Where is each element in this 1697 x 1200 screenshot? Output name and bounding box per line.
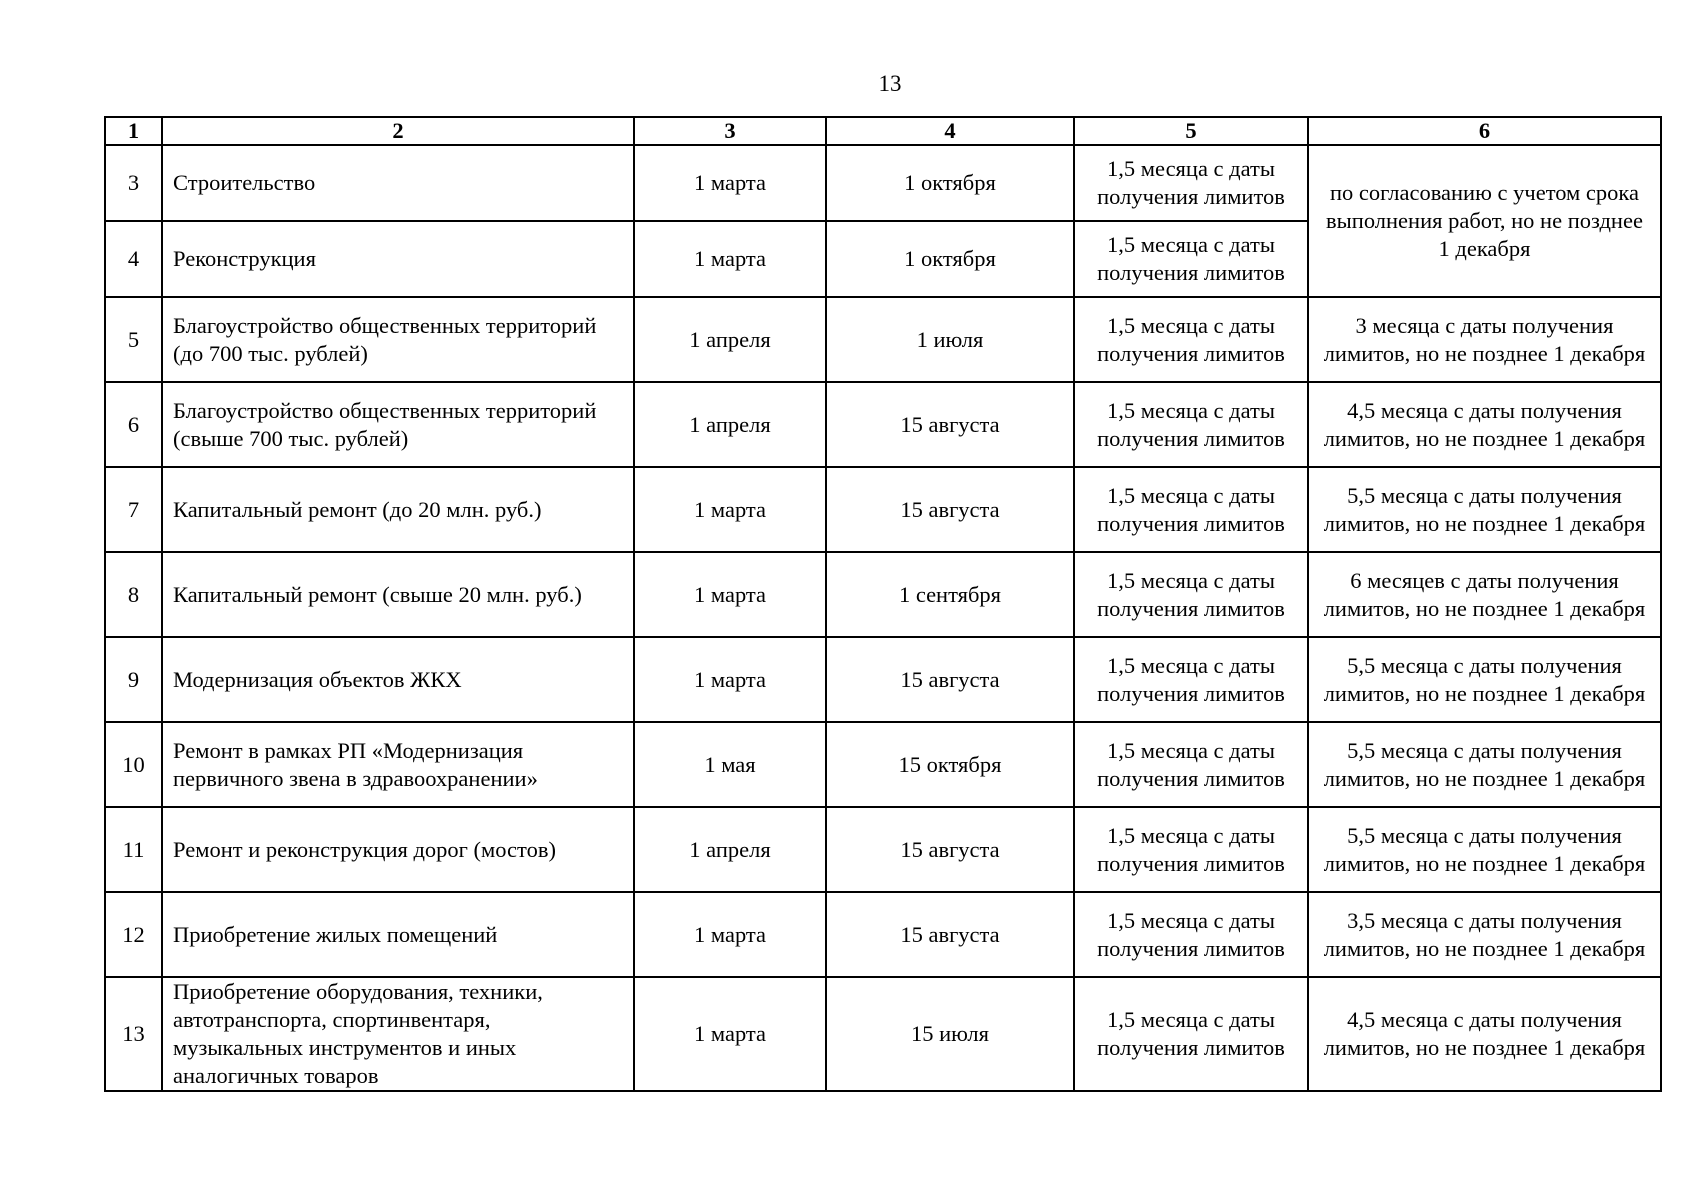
table-row bbox=[105, 892, 1661, 977]
row-number: 7 bbox=[105, 467, 162, 552]
end-date: 15 августа bbox=[826, 637, 1074, 722]
table-row bbox=[105, 467, 1661, 552]
column-header-4: 4 bbox=[826, 117, 1074, 145]
end-date: 15 августа bbox=[826, 892, 1074, 977]
end-date: 15 августа bbox=[826, 467, 1074, 552]
column-6-term: 3,5 месяца с даты получения лимитов, но не позднее 1 декабря bbox=[1308, 892, 1661, 977]
end-date: 15 августа bbox=[826, 382, 1074, 467]
table-row bbox=[105, 297, 1661, 382]
work-type: Ремонт в рамках РП «Модернизация первичного звена в здравоохранении» bbox=[162, 722, 634, 807]
column-5-term: 1,5 месяца с даты получения лимитов bbox=[1074, 145, 1308, 221]
column-header-3: 3 bbox=[634, 117, 826, 145]
table-row bbox=[105, 722, 1661, 807]
end-date: 15 августа bbox=[826, 807, 1074, 892]
start-date: 1 марта bbox=[634, 145, 826, 221]
column-6-term: 4,5 месяца с даты получения лимитов, но не позднее 1 декабря bbox=[1308, 382, 1661, 467]
start-date: 1 марта bbox=[634, 221, 826, 297]
column-5-term: 1,5 месяца с даты получения лимитов bbox=[1074, 297, 1308, 382]
schedule-table bbox=[104, 116, 1662, 1092]
table-row bbox=[105, 637, 1661, 722]
row-number: 6 bbox=[105, 382, 162, 467]
end-date: 15 июля bbox=[826, 977, 1074, 1091]
work-type: Благоустройство общественных территорий (свыше 700 тыс. рублей) bbox=[162, 382, 634, 467]
column-6-term: 5,5 месяца с даты получения лимитов, но не позднее 1 декабря bbox=[1308, 807, 1661, 892]
start-date: 1 апреля bbox=[634, 297, 826, 382]
table-row bbox=[105, 977, 1661, 1091]
work-type: Благоустройство общественных территорий (до 700 тыс. рублей) bbox=[162, 297, 634, 382]
column-header-5: 5 bbox=[1074, 117, 1308, 145]
column-6-term: 5,5 месяца с даты получения лимитов, но не позднее 1 декабря bbox=[1308, 467, 1661, 552]
work-type: Модернизация объектов ЖКХ bbox=[162, 637, 634, 722]
work-type: Реконструкция bbox=[162, 221, 634, 297]
start-date: 1 мая bbox=[634, 722, 826, 807]
end-date: 15 октября bbox=[826, 722, 1074, 807]
end-date: 1 октября bbox=[826, 221, 1074, 297]
start-date: 1 марта bbox=[634, 977, 826, 1091]
column-header-2: 2 bbox=[162, 117, 634, 145]
page-number: 13 bbox=[878, 71, 902, 96]
start-date: 1 марта bbox=[634, 467, 826, 552]
column-5-term: 1,5 месяца с даты получения лимитов bbox=[1074, 467, 1308, 552]
row-number: 8 bbox=[105, 552, 162, 637]
column-6-term: 5,5 месяца с даты получения лимитов, но не позднее 1 декабря bbox=[1308, 722, 1661, 807]
end-date: 1 сентября bbox=[826, 552, 1074, 637]
row-number: 13 bbox=[105, 977, 162, 1091]
column-5-term: 1,5 месяца с даты получения лимитов bbox=[1074, 221, 1308, 297]
row-number: 9 bbox=[105, 637, 162, 722]
end-date: 1 октября bbox=[826, 145, 1074, 221]
table-row bbox=[105, 382, 1661, 467]
column-5-term: 1,5 месяца с даты получения лимитов bbox=[1074, 807, 1308, 892]
column-6-term: 3 месяца с даты получения лимитов, но не позднее 1 декабря bbox=[1308, 297, 1661, 382]
row-number: 4 bbox=[105, 221, 162, 297]
work-type: Приобретение оборудования, техники, автотранспорта, спортинвентаря, музыкальных инструментов и иных аналогичных товаров bbox=[162, 977, 634, 1091]
row-number: 5 bbox=[105, 297, 162, 382]
column-6-term: 4,5 месяца с даты получения лимитов, но не позднее 1 декабря bbox=[1308, 977, 1661, 1091]
column-5-term: 1,5 месяца с даты получения лимитов bbox=[1074, 552, 1308, 637]
row-number: 3 bbox=[105, 145, 162, 221]
column-5-term: 1,5 месяца с даты получения лимитов bbox=[1074, 637, 1308, 722]
work-type: Строительство bbox=[162, 145, 634, 221]
work-type: Ремонт и реконструкция дорог (мостов) bbox=[162, 807, 634, 892]
table-row bbox=[105, 552, 1661, 637]
row-number: 10 bbox=[105, 722, 162, 807]
work-type: Капитальный ремонт (до 20 млн. руб.) bbox=[162, 467, 634, 552]
column-5-term: 1,5 месяца с даты получения лимитов bbox=[1074, 892, 1308, 977]
column-6-term: 5,5 месяца с даты получения лимитов, но не позднее 1 декабря bbox=[1308, 637, 1661, 722]
column-6-term: 6 месяцев с даты получения лимитов, но не позднее 1 декабря bbox=[1308, 552, 1661, 637]
row-number: 11 bbox=[105, 807, 162, 892]
start-date: 1 марта bbox=[634, 637, 826, 722]
row-number: 12 bbox=[105, 892, 162, 977]
start-date: 1 марта bbox=[634, 552, 826, 637]
column-6-term: по согласованию с учетом срока выполнения работ, но не позднее 1 декабря bbox=[1308, 145, 1661, 297]
column-5-term: 1,5 месяца с даты получения лимитов bbox=[1074, 382, 1308, 467]
work-type: Капитальный ремонт (свыше 20 млн. руб.) bbox=[162, 552, 634, 637]
table-row bbox=[105, 145, 1661, 221]
start-date: 1 марта bbox=[634, 892, 826, 977]
start-date: 1 апреля bbox=[634, 807, 826, 892]
table-row bbox=[105, 807, 1661, 892]
header-row bbox=[105, 117, 1661, 145]
column-header-6: 6 bbox=[1308, 117, 1661, 145]
column-5-term: 1,5 месяца с даты получения лимитов bbox=[1074, 977, 1308, 1091]
work-type: Приобретение жилых помещений bbox=[162, 892, 634, 977]
start-date: 1 апреля bbox=[634, 382, 826, 467]
column-header-1: 1 bbox=[105, 117, 162, 145]
end-date: 1 июля bbox=[826, 297, 1074, 382]
column-5-term: 1,5 месяца с даты получения лимитов bbox=[1074, 722, 1308, 807]
